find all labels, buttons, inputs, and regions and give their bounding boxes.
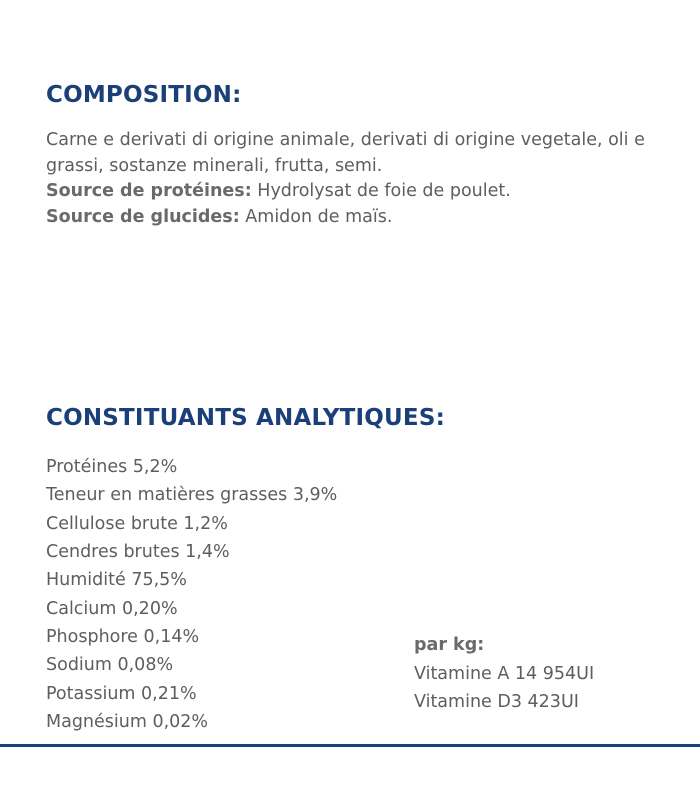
composition-section: [46, 82, 666, 231]
list-item: Cendres brutes 1,4%: [46, 542, 230, 563]
list-item: Magnésium 0,02%: [46, 712, 209, 733]
analytical-constituents-section: [46, 405, 666, 733]
composition-body: [46, 128, 666, 231]
list-item: Teneur en matières grasses 3,9%: [46, 485, 338, 506]
protein-source-label: Source de protéines:: [46, 181, 252, 202]
list-item: Humidité 75,5%: [46, 570, 187, 591]
list-item: Cellulose brute 1,2%: [46, 513, 228, 534]
carb-source-label: Source de glucides:: [46, 207, 240, 228]
vitamin-column: [414, 631, 664, 716]
list-item: Calcium 0,20%: [46, 598, 178, 619]
per-kg-label: par kg:: [414, 635, 485, 655]
protein-source-value: Hydrolysat de foie de poulet.: [257, 181, 511, 202]
list-item: Vitamine D3 423UI: [414, 692, 579, 712]
bottom-divider: [0, 744, 700, 747]
nutrient-list: [46, 453, 426, 736]
analytical-columns: [46, 453, 666, 733]
composition-heading: COMPOSITION:: [46, 82, 242, 108]
protein-source-line: [46, 179, 666, 205]
list-item: Sodium 0,08%: [46, 655, 174, 676]
carb-source-line: [46, 205, 666, 231]
list-item: Potassium 0,21%: [46, 683, 197, 704]
analytical-constituents-heading: CONSTITUANTS ANALYTIQUES:: [46, 405, 445, 431]
carb-source-value: Amidon de maïs.: [245, 207, 393, 228]
list-item: Vitamine A 14 954UI: [414, 664, 595, 684]
composition-ingredients-text: Carne e derivati di origine animale, derivati di origine vegetale, oli e grassi, sostanze minerali, frutta, semi.: [46, 130, 645, 176]
list-item: Protéines 5,2%: [46, 457, 178, 477]
list-item: Phosphore 0,14%: [46, 627, 200, 648]
vitamin-list: [414, 660, 664, 716]
